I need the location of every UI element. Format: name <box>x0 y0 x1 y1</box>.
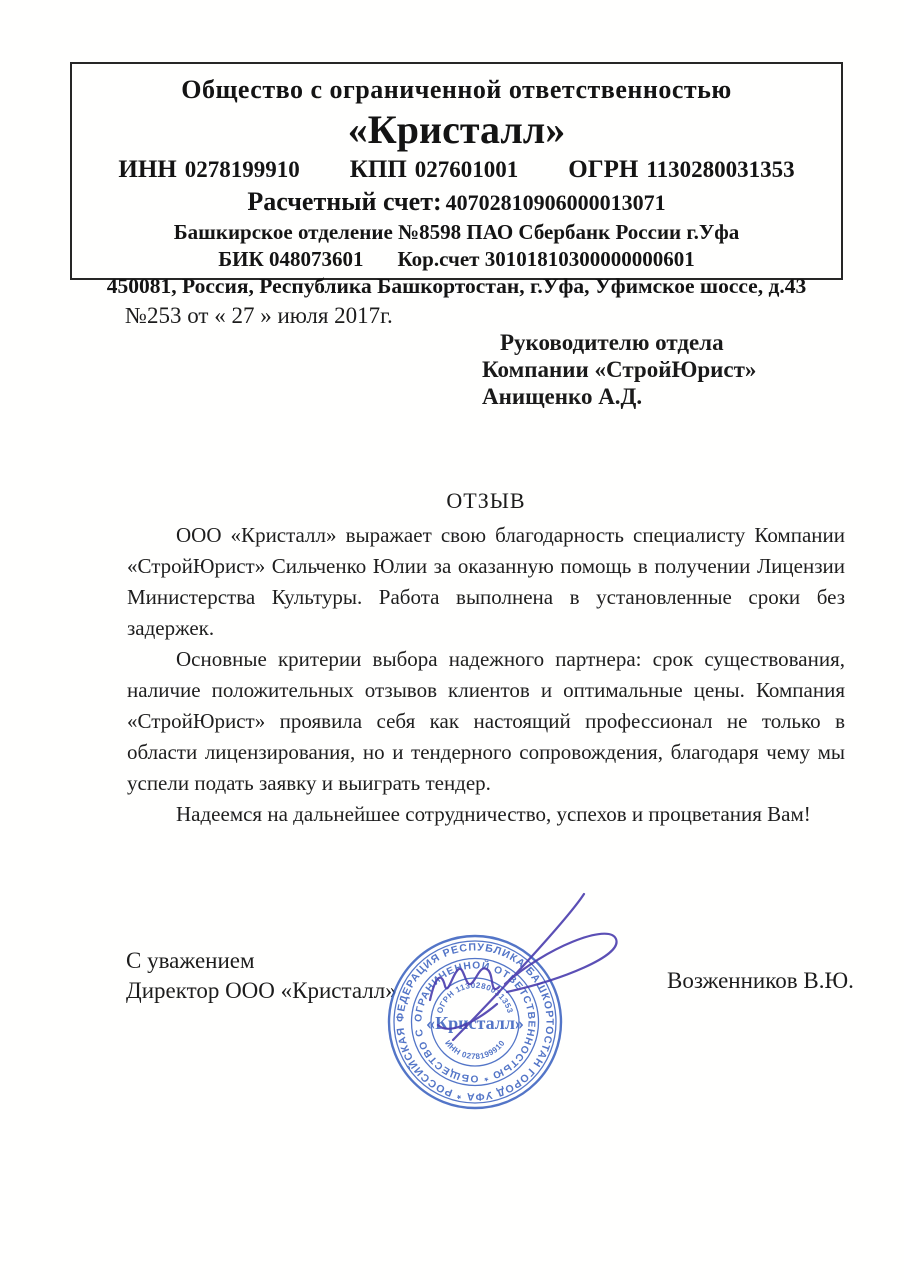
ogrn-label: ОГРН <box>568 156 639 183</box>
reference-number-date: №253 от « 27 » июля 2017г. <box>125 303 393 328</box>
inn-pair <box>118 156 299 184</box>
handwritten-signature <box>394 878 715 1103</box>
account-value: 40702810906000013071 <box>445 190 666 215</box>
bik-value: БИК 048073601 <box>218 247 364 271</box>
signature-loop-stroke <box>505 934 617 992</box>
signer-name: Возженников В.Ю. <box>667 968 854 993</box>
stamp-inn-arc-text: ИНН 0278199910 <box>443 1038 507 1062</box>
closing-line: С уважением <box>126 948 255 973</box>
org-type: Общество с ограниченной ответственностью <box>181 75 732 104</box>
document-title: ОТЗЫВ <box>446 488 526 513</box>
address-line: 450081, Россия, Республика Башкортостан, г.Уфа, Уфимское шоссе, д.43 <box>106 274 807 298</box>
ogrn-value: 1130280031353 <box>646 157 795 182</box>
addressee-line1: Руководителю отдела <box>500 330 724 355</box>
body-paragraph-2: Основные критерии выбора надежного партнера: срок существования, наличие положительных отзывов клиентов и оптимальные цены. Компания «СтройЮрист» проявила себя как настоящий профессионал не только в области лицензирования, но и тендерного сопровождения, благодаря чему мы успели подать заявку и выиграть тендер. <box>127 647 845 795</box>
stamp-ogrn-arc-text: ОГРН 1130280031353 <box>435 980 515 1015</box>
body-paragraph-3: Надеемся на дальнейшее сотрудничество, успехов и процветания Вам! <box>176 802 811 826</box>
org-codes-row <box>72 156 841 184</box>
closing-block <box>126 946 397 1006</box>
kpp-pair <box>350 156 519 184</box>
signature-diagonal-stroke <box>453 894 584 1040</box>
account-row <box>72 187 841 217</box>
corr-account: Кор.счет 30101810300000000601 <box>397 247 695 271</box>
addressee-block <box>482 329 852 410</box>
kpp-value: 027601001 <box>414 157 519 182</box>
bik-row <box>72 247 841 272</box>
inn-label: ИНН <box>118 156 177 183</box>
stamp-outer-ring-text: ФЕДЕРАЦИЯ РЕСПУБЛИКА БАШКОРТОСТАН ГОРОД УФА * РОССИЙСКАЯ <box>394 941 556 1103</box>
document-body <box>127 520 845 830</box>
letterhead-box <box>70 62 843 298</box>
addressee-line2: Компании «СтройЮрист» Анищенко А.Д. <box>482 357 757 409</box>
body-paragraph-1: ООО «Кристалл» выражает свою благодарность специалисту Компании «СтройЮрист» Сильченко Юлии за оказанную помощь в получении Лицензии Министерства Культуры. Работа выполнена в установленные сроки без задержек. <box>127 523 845 640</box>
kpp-label: КПП <box>349 156 407 183</box>
signature-squiggle-stroke <box>430 968 499 1000</box>
bank-line: Башкирское отделение №8598 ПАО Сбербанк России г.Уфа <box>173 220 740 244</box>
signer-position: Директор ООО «Кристалл» <box>126 978 397 1003</box>
ogrn-pair <box>568 156 794 184</box>
inn-value: 0278199910 <box>184 157 300 182</box>
stamp-inner-ring-text: ОГРАНИЧЕННОЙ ОТВЕТСТВЕННОСТЬЮ * ОБЩЕСТВО С <box>413 960 537 1084</box>
account-label: Расчетный счет: <box>247 187 442 216</box>
stamp-center-name: «Кристалл» <box>426 1013 524 1033</box>
org-name: «Кристалл» <box>347 107 566 152</box>
